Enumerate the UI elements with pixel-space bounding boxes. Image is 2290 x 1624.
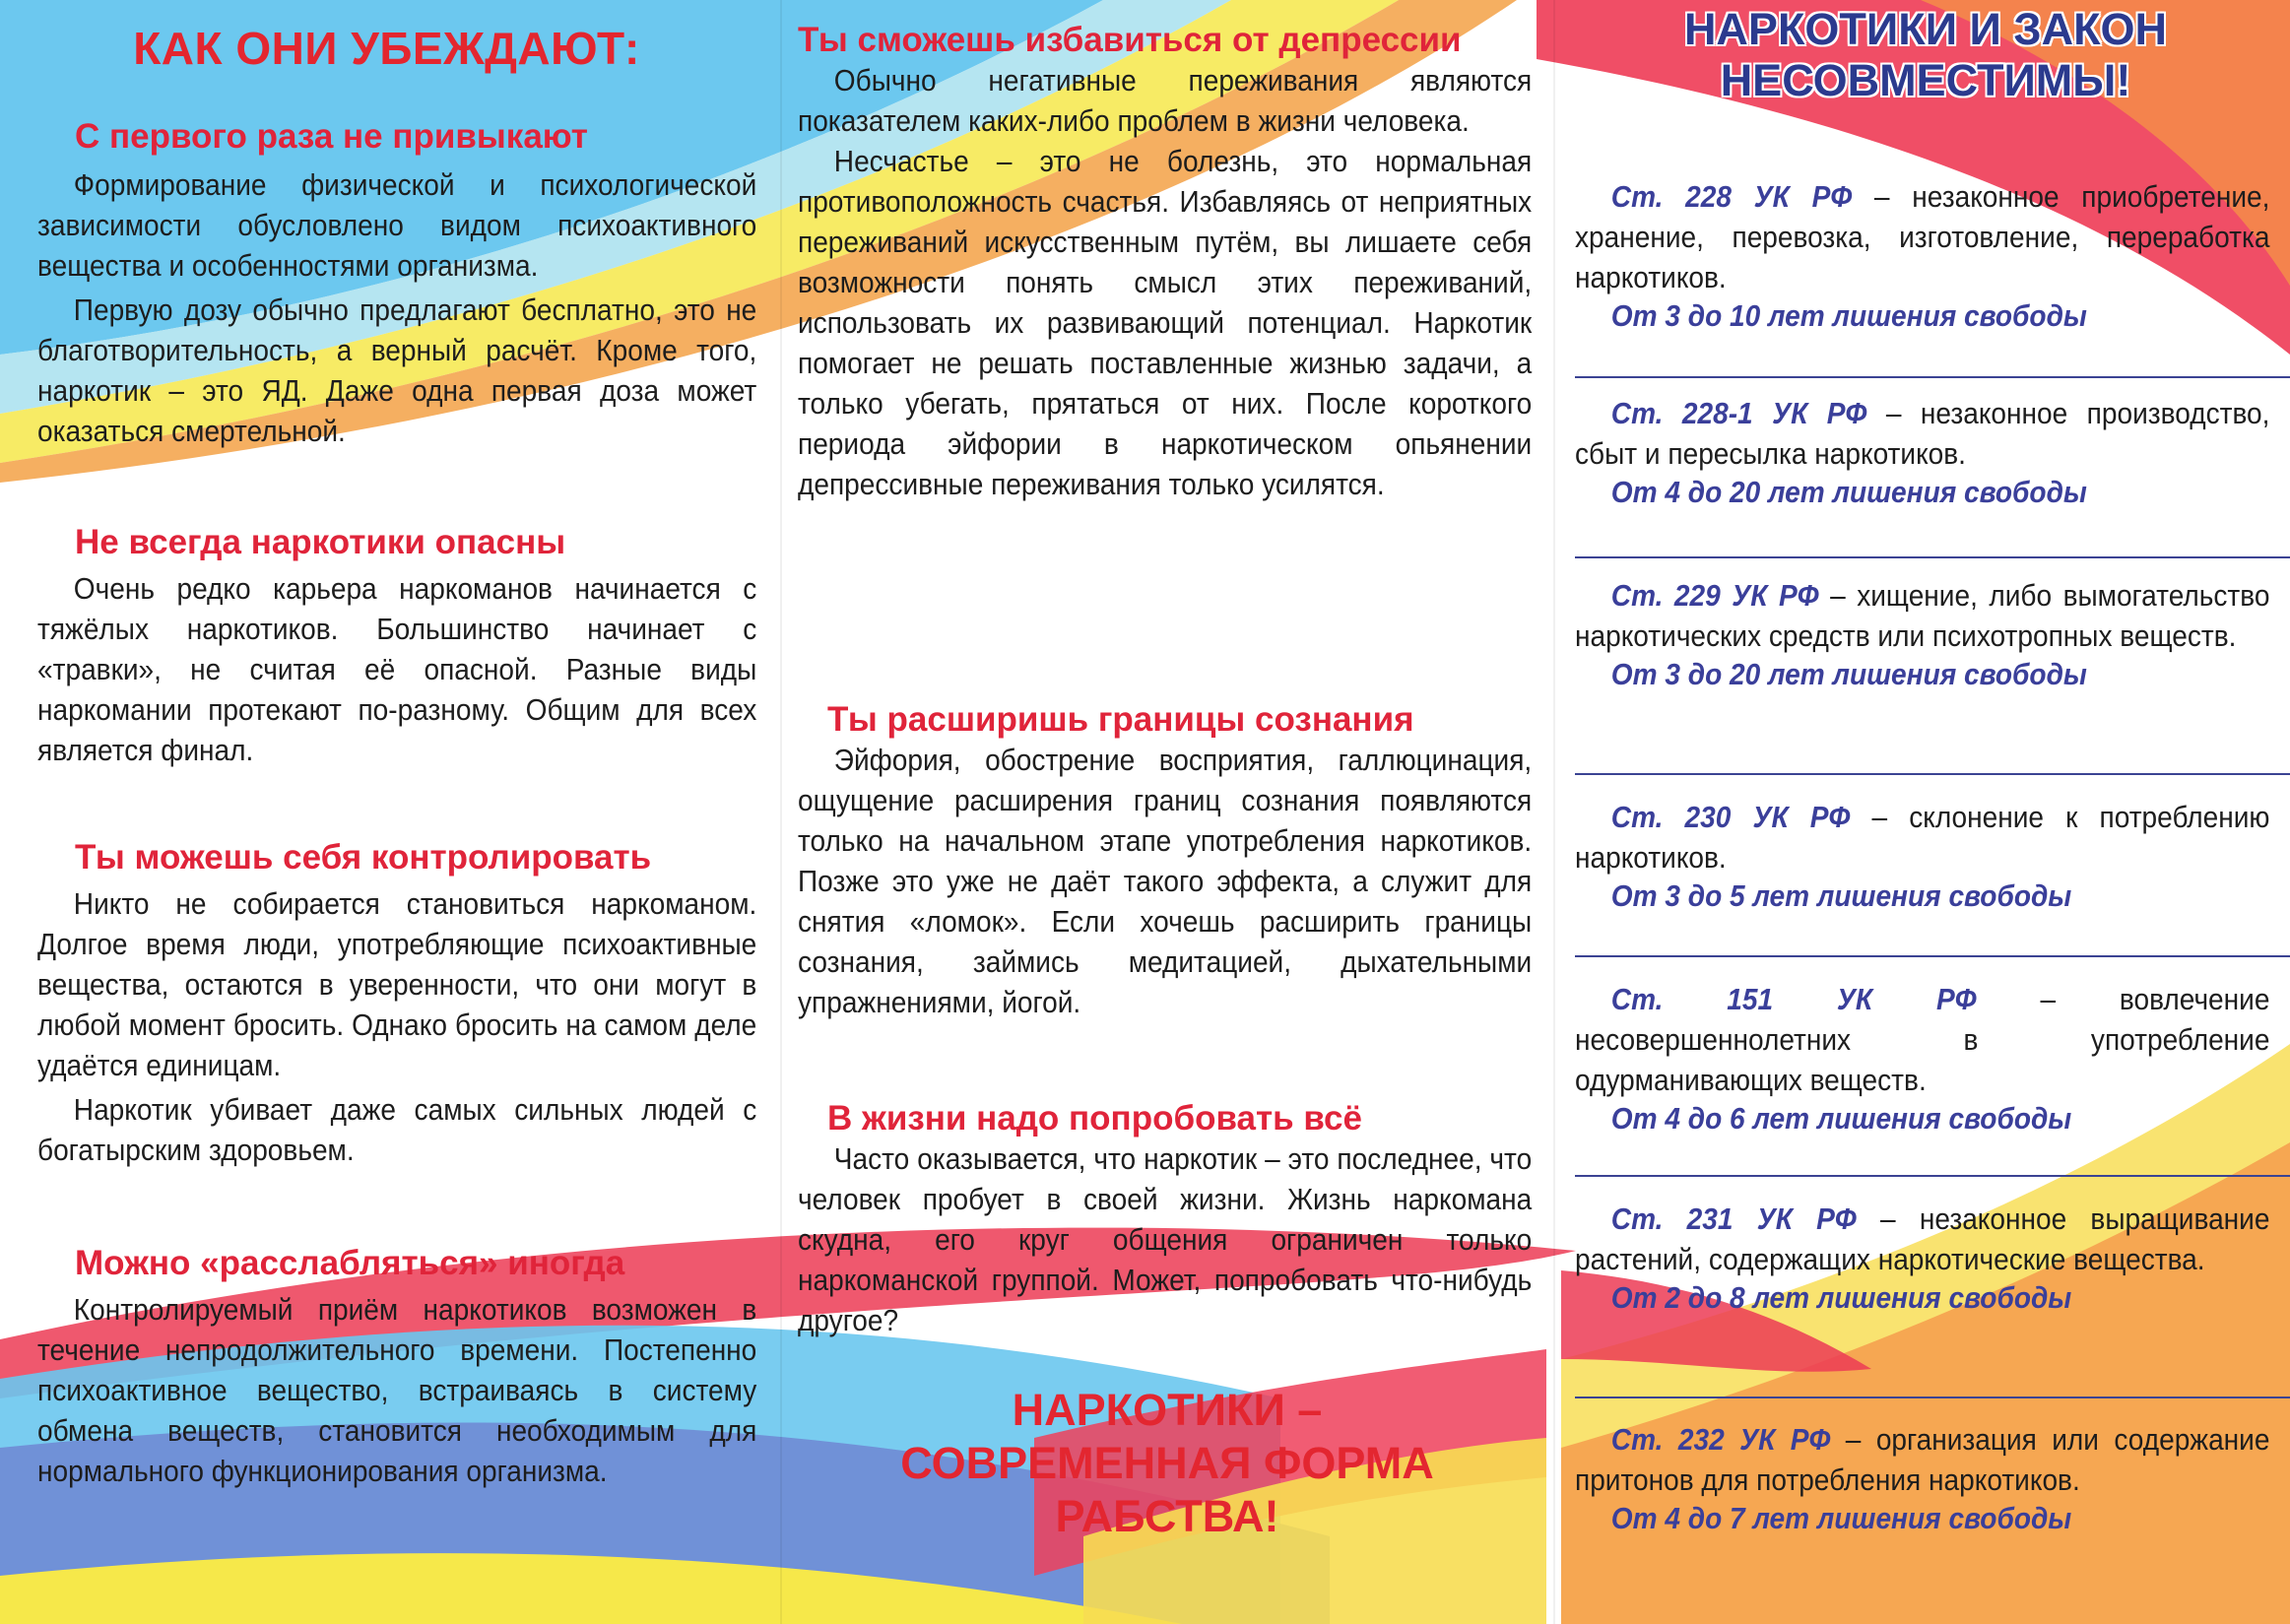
- law-description: – незаконное приобретение, хранение, перевозка, изготовление, переработка наркотиков.: [1575, 180, 2270, 294]
- law-description: – организация или содержание притонов для потребления наркотиков.: [1575, 1423, 2270, 1497]
- law-article: Ст. 229 УК РФ: [1610, 579, 1819, 613]
- title-line: НЕСОВМЕСТИМЫ!: [1720, 55, 2131, 105]
- section-heading: Можно «расслабляться» иногда: [75, 1244, 625, 1282]
- law-article: Ст. 231 УК РФ: [1610, 1202, 1857, 1236]
- law-description: – незаконное выращивание растений, содержащих наркотические вещества.: [1575, 1202, 2270, 1276]
- law-penalty: От 4 до 20 лет лишения свободы: [1610, 476, 2087, 509]
- law-description: – склонение к потреблению наркотиков.: [1575, 801, 2270, 875]
- law-divider: [1575, 773, 2290, 775]
- law-divider: [1575, 1175, 2290, 1177]
- law-description: – незаконное производство, сбыт и пересылка наркотиков.: [1575, 397, 2270, 471]
- law-item-228-1: [1575, 394, 2274, 510]
- panel-left: [0, 0, 773, 1624]
- law-divider: [1575, 556, 2290, 558]
- section-depression: [798, 20, 1537, 505]
- section-heading: С первого раза не привыкают: [75, 117, 588, 156]
- slogan-line: СОВРЕМЕННАЯ ФОРМА: [900, 1438, 1434, 1488]
- law-penalty: От 4 до 6 лет лишения свободы: [1610, 1102, 2072, 1136]
- section-heading: Ты можешь себя контролировать: [75, 838, 652, 877]
- section-paragraph: Никто не собирается становиться наркоманом. Долгое время люди, употребляющие психоактивные вещества, остаются в уверенности, что они могут в любой момент бросить. Однако бросить на самом деле удаётся единицам.: [37, 887, 757, 1082]
- law-article: Ст. 228 УК РФ: [1610, 180, 1853, 214]
- law-article: Ст. 228-1 УК РФ: [1610, 397, 1867, 430]
- section-heading: В жизни надо попробовать всё: [827, 1099, 1362, 1137]
- fold-line-left: [780, 0, 782, 1624]
- panel-left-title: КАК ОНИ УБЕЖДАЮТ:: [133, 23, 640, 74]
- slogan: [788, 1384, 1546, 1543]
- law-article: Ст. 232 УК РФ: [1610, 1423, 1831, 1457]
- section-paragraph: Формирование физической и психологической зависимости обусловлено видом психоактивного вещества и особенностями организма.: [37, 168, 757, 283]
- law-divider: [1575, 376, 2290, 378]
- title-line: НАРКОТИКИ И ЗАКОН: [1683, 4, 2168, 54]
- section-paragraph: Наркотик убивает даже самых сильных людей с богатырским здоровьем.: [37, 1093, 757, 1167]
- panel-middle: [788, 0, 1546, 1624]
- section-paragraph: Эйфория, обострение восприятия, галлюцинация, ощущение расширения границ сознания появляются только на начальном этапе употребления наркотиков. Позже это уже не даёт такого эффекта, а служит для снятия «ломок». Если хочешь расширить границы сознания, займись медитацией, дыхательными упражнениями, йогой.: [798, 744, 1533, 1019]
- section-paragraph: Несчастье – это не болезнь, это нормальная противоположность счастья. Избавляясь от неприятных переживаний искусственным путём, вы лишаете себя возможности понять смысл этих переживаний, использовать их развивающий потенциал. Наркотик помогает не решать поставленные жизнью задачи, а только убегать, прятаться от них. После короткого периода эйфории в наркотическом опьянении депрессивные переживания только усилятся.: [798, 145, 1533, 501]
- law-item-228: [1575, 177, 2274, 334]
- slogan-line: РАБСТВА!: [1055, 1491, 1279, 1541]
- law-divider: [1575, 1397, 2290, 1398]
- section-paragraph: Первую дозу обычно предлагают бесплатно, это не благотворительность, а верный расчёт. Кроме того, наркотик – это ЯД. Даже одна первая доза может оказаться смертельной.: [37, 293, 757, 448]
- section-paragraph: Контролируемый приём наркотиков возможен в течение непродолжительного времени. Постепенно психоактивное вещество, встраиваясь в систему обмена веществ, становится необходимым для нормального функционирования организма.: [37, 1293, 757, 1488]
- section-heading: Ты расширишь границы сознания: [827, 700, 1414, 739]
- law-penalty: От 2 до 8 лет лишения свободы: [1610, 1281, 2072, 1315]
- law-description: – хищение, либо вымогательство наркотических средств или психотропных веществ.: [1575, 579, 2270, 653]
- section-heading: Ты сможешь избавиться от депрессии: [798, 21, 1462, 59]
- law-description: – вовлечение несовершеннолетних в употребление одурманивающих веществ.: [1575, 983, 2270, 1097]
- law-penalty: От 3 до 10 лет лишения свободы: [1610, 299, 2087, 333]
- slogan-line: НАРКОТИКИ –: [1012, 1385, 1323, 1435]
- law-item-231: [1575, 1200, 2274, 1316]
- law-penalty: От 3 до 20 лет лишения свободы: [1610, 658, 2087, 691]
- section-not-always-dangerous: [37, 522, 761, 771]
- section-paragraph: Обычно негативные переживания являются показателем каких-либо проблем в жизни человека.: [798, 64, 1533, 138]
- panel-right: [1561, 0, 2290, 1624]
- section-self-control: [37, 837, 761, 1171]
- section-paragraph: Часто оказывается, что наркотик – это последнее, что человек пробует в своей жизни. Жизнь наркомана скудна, его круг общения ограничен только наркоманской группой. Может, попробовать что-нибудь другое?: [798, 1142, 1533, 1337]
- section-try-everything: [798, 1098, 1537, 1341]
- law-penalty: От 3 до 5 лет лишения свободы: [1610, 879, 2072, 913]
- law-item-230: [1575, 798, 2274, 914]
- law-item-229: [1575, 576, 2274, 692]
- law-divider: [1575, 955, 2290, 957]
- law-item-232: [1575, 1420, 2274, 1536]
- law-article: Ст. 151 УК РФ: [1610, 983, 1977, 1016]
- law-item-151: [1575, 980, 2274, 1137]
- section-paragraph: Очень редко карьера наркоманов начинается с тяжёлых наркотиков. Большинство начинает с «травки», не считая её опасной. Разные виды наркомании протекают по-разному. Общим для всех является финал.: [37, 572, 757, 767]
- section-heading: Не всегда наркотики опасны: [75, 523, 566, 561]
- section-relax-sometimes: [37, 1243, 761, 1492]
- law-article: Ст. 230 УК РФ: [1610, 801, 1851, 834]
- section-expand-consciousness: [798, 699, 1537, 1023]
- law-penalty: От 4 до 7 лет лишения свободы: [1610, 1502, 2072, 1535]
- panel-right-title: [1561, 4, 2290, 106]
- fold-line-right: [1553, 0, 1555, 1624]
- section-first-time: [37, 116, 761, 452]
